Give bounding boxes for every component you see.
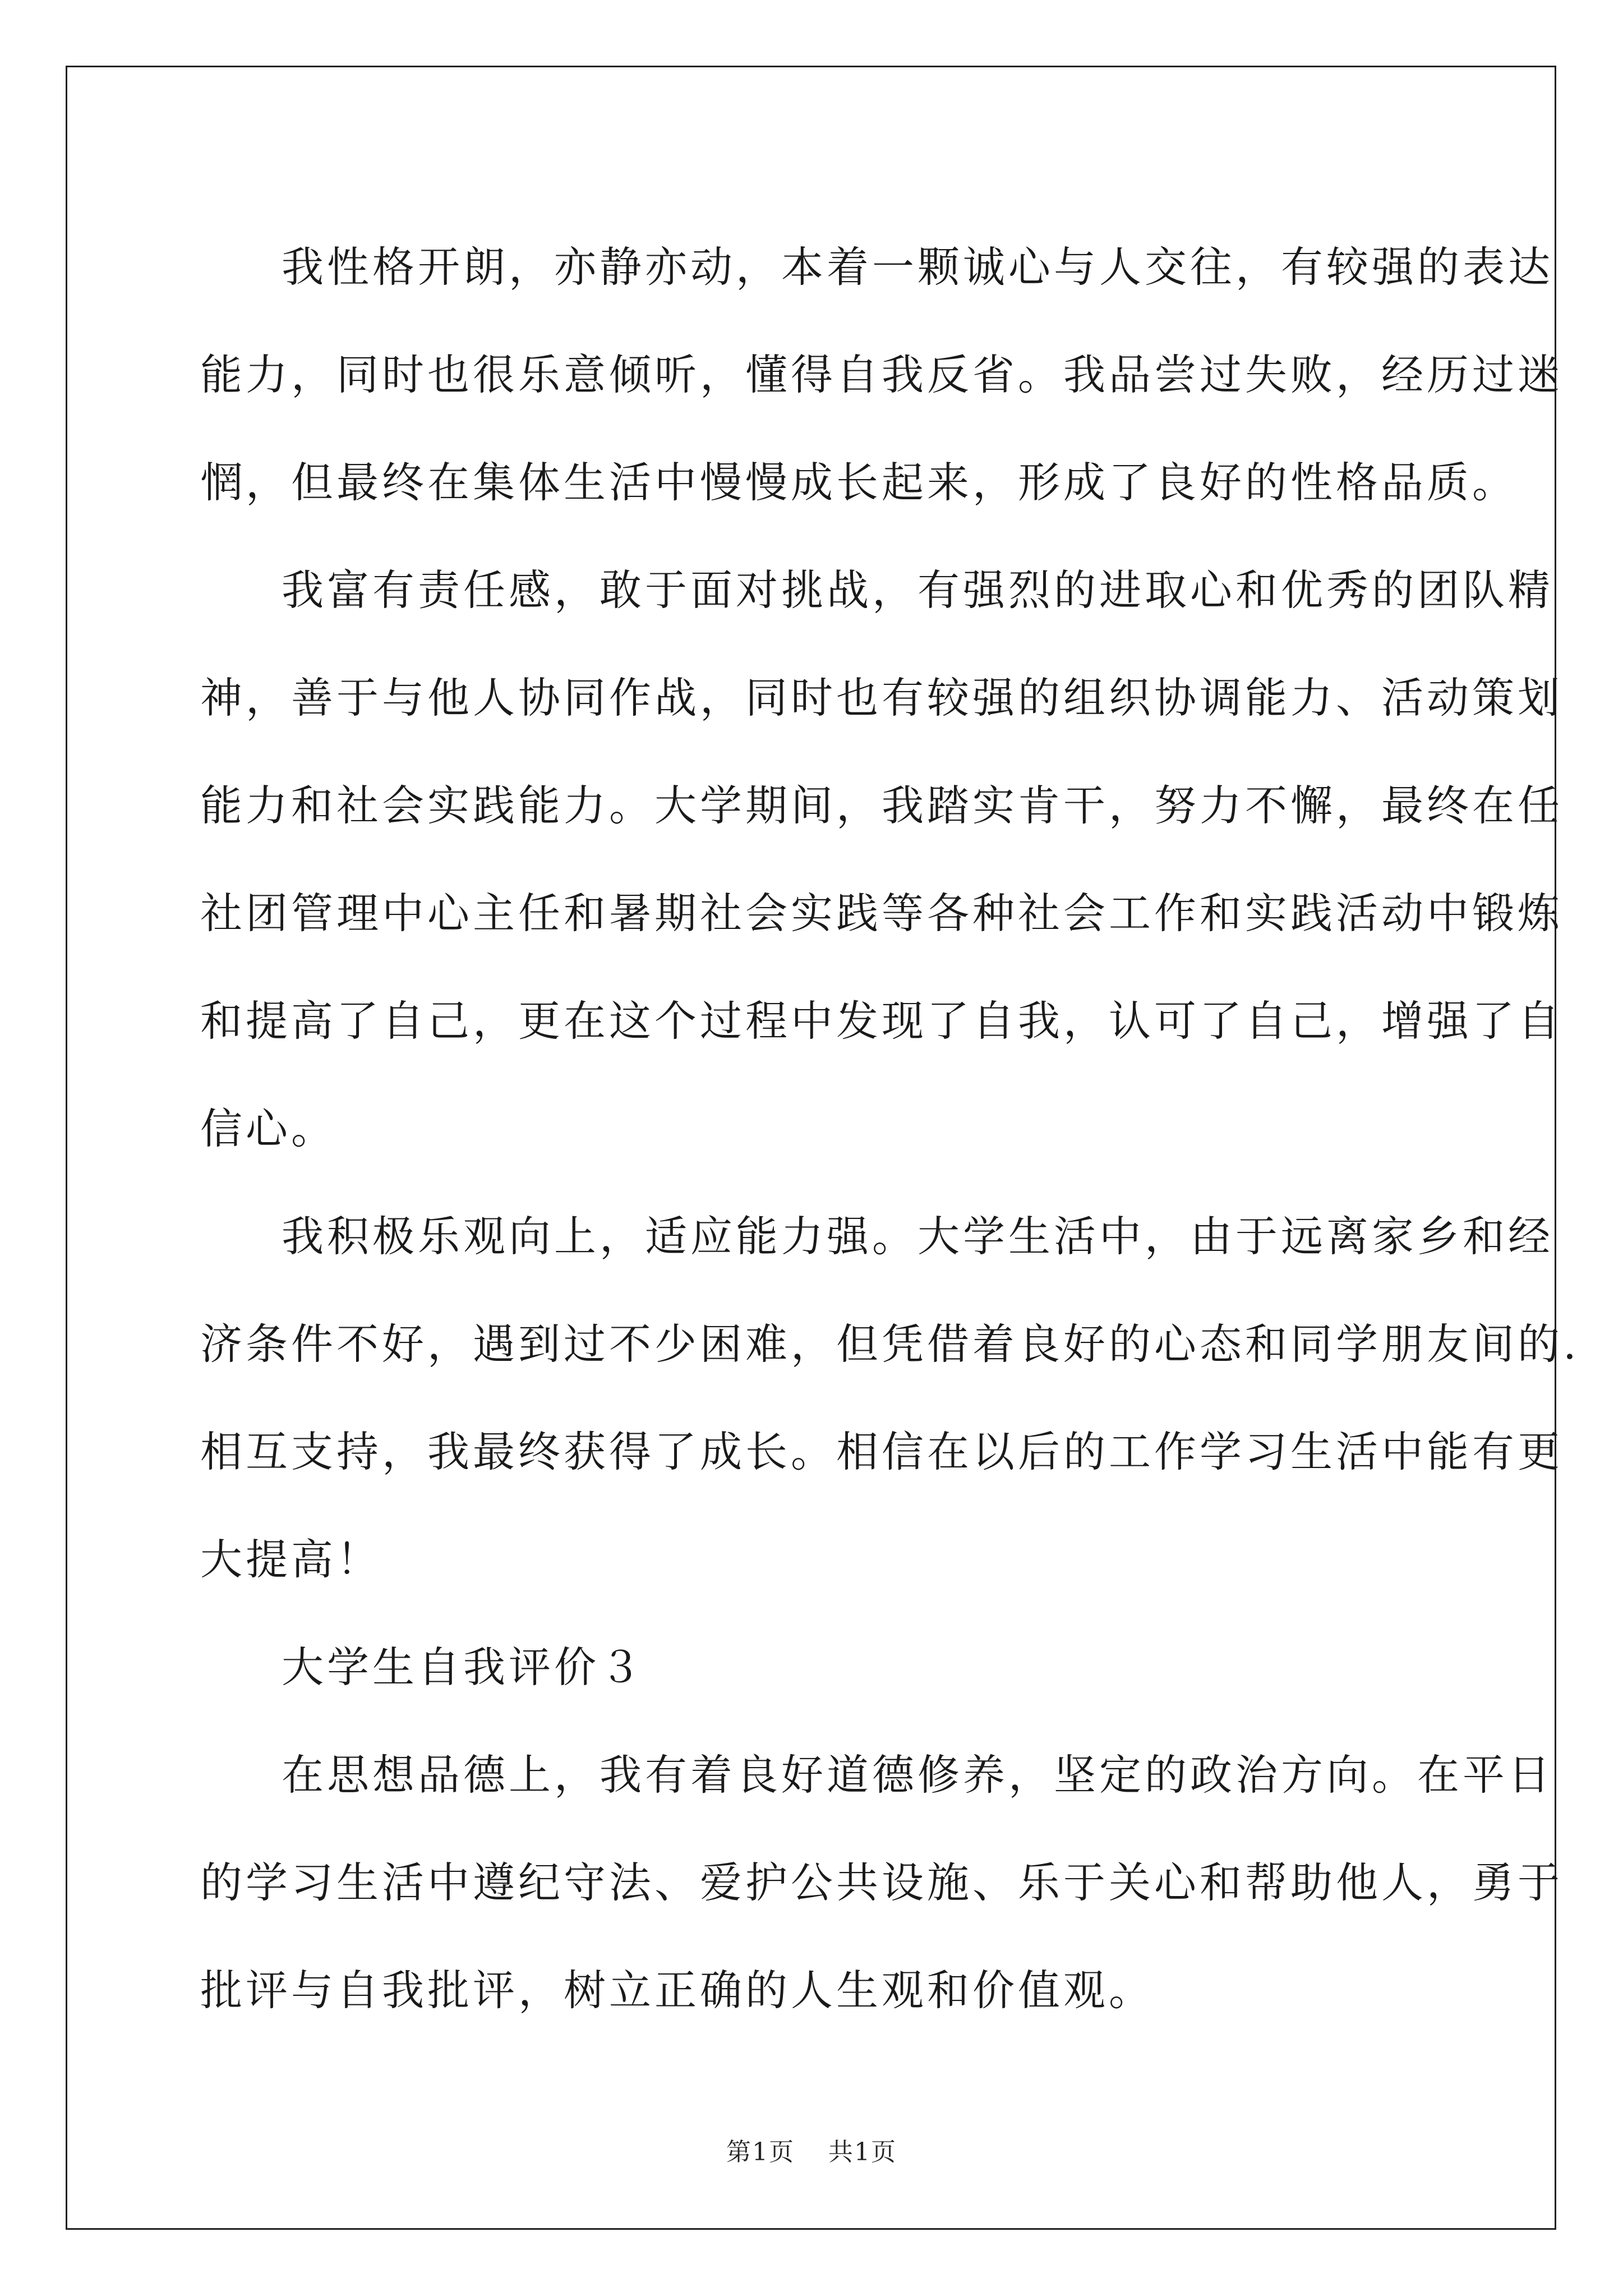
paragraph-1	[200, 213, 1564, 536]
text-line: 我性格开朗，亦静亦动，本着一颗诚心与人交往，有较强的表达	[282, 242, 1554, 292]
text-line: 在思想品德上，我有着良好道德修养，坚定的政治方向。在平日	[282, 1750, 1554, 1800]
section-heading: 大学生自我评价３	[282, 1642, 645, 1692]
paragraph-3	[200, 1182, 1580, 1613]
page-footer	[0, 2132, 1623, 2168]
page-number-current: 第1页	[726, 2138, 795, 2166]
paragraph-4	[200, 1721, 1564, 2044]
text-line: 神，善于与他人协同作战，同时也有较强的组织协调能力、活动策划	[200, 673, 1564, 723]
text-line: 济条件不好，遇到过不少困难，但凭借着良好的心态和同学朋友间的.	[200, 1319, 1580, 1369]
text-line: 能力，同时也很乐意倾听，懂得自我反省。我品尝过失败，经历过迷	[200, 350, 1564, 399]
text-line: 能力和社会实践能力。大学期间，我踏实肯干，努力不懈，最终在任	[200, 781, 1564, 830]
text-line: 和提高了自己，更在这个过程中发现了自我，认可了自己，增强了自	[200, 996, 1564, 1046]
text-line: 社团管理中心主任和暑期社会实践等各种社会工作和实践活动中锻炼	[200, 889, 1564, 938]
document-body	[200, 213, 1580, 2044]
text-line: 惘，但最终在集体生活中慢慢成长起来，形成了良好的性格品质。	[200, 458, 1518, 507]
text-line: 我积极乐观向上，适应能力强。大学生活中，由于远离家乡和经	[282, 1212, 1554, 1261]
text-line: 的学习生活中遵纪守法、爱护公共设施、乐于关心和帮助他人，勇于	[200, 1858, 1564, 1907]
text-line: 大提高！	[200, 1535, 382, 1584]
text-line: 信心。	[200, 1104, 337, 1153]
text-line: 我富有责任感，敢于面对挑战，有强烈的进取心和优秀的团队精	[282, 565, 1554, 615]
text-line: 批评与自我批评，树立正确的人生观和价值观。	[200, 1966, 1155, 2015]
page-number-total: 共1页	[828, 2138, 897, 2166]
paragraph-2	[200, 536, 1564, 1182]
text-line: 相互支持，我最终获得了成长。相信在以后的工作学习生活中能有更	[200, 1427, 1564, 1476]
